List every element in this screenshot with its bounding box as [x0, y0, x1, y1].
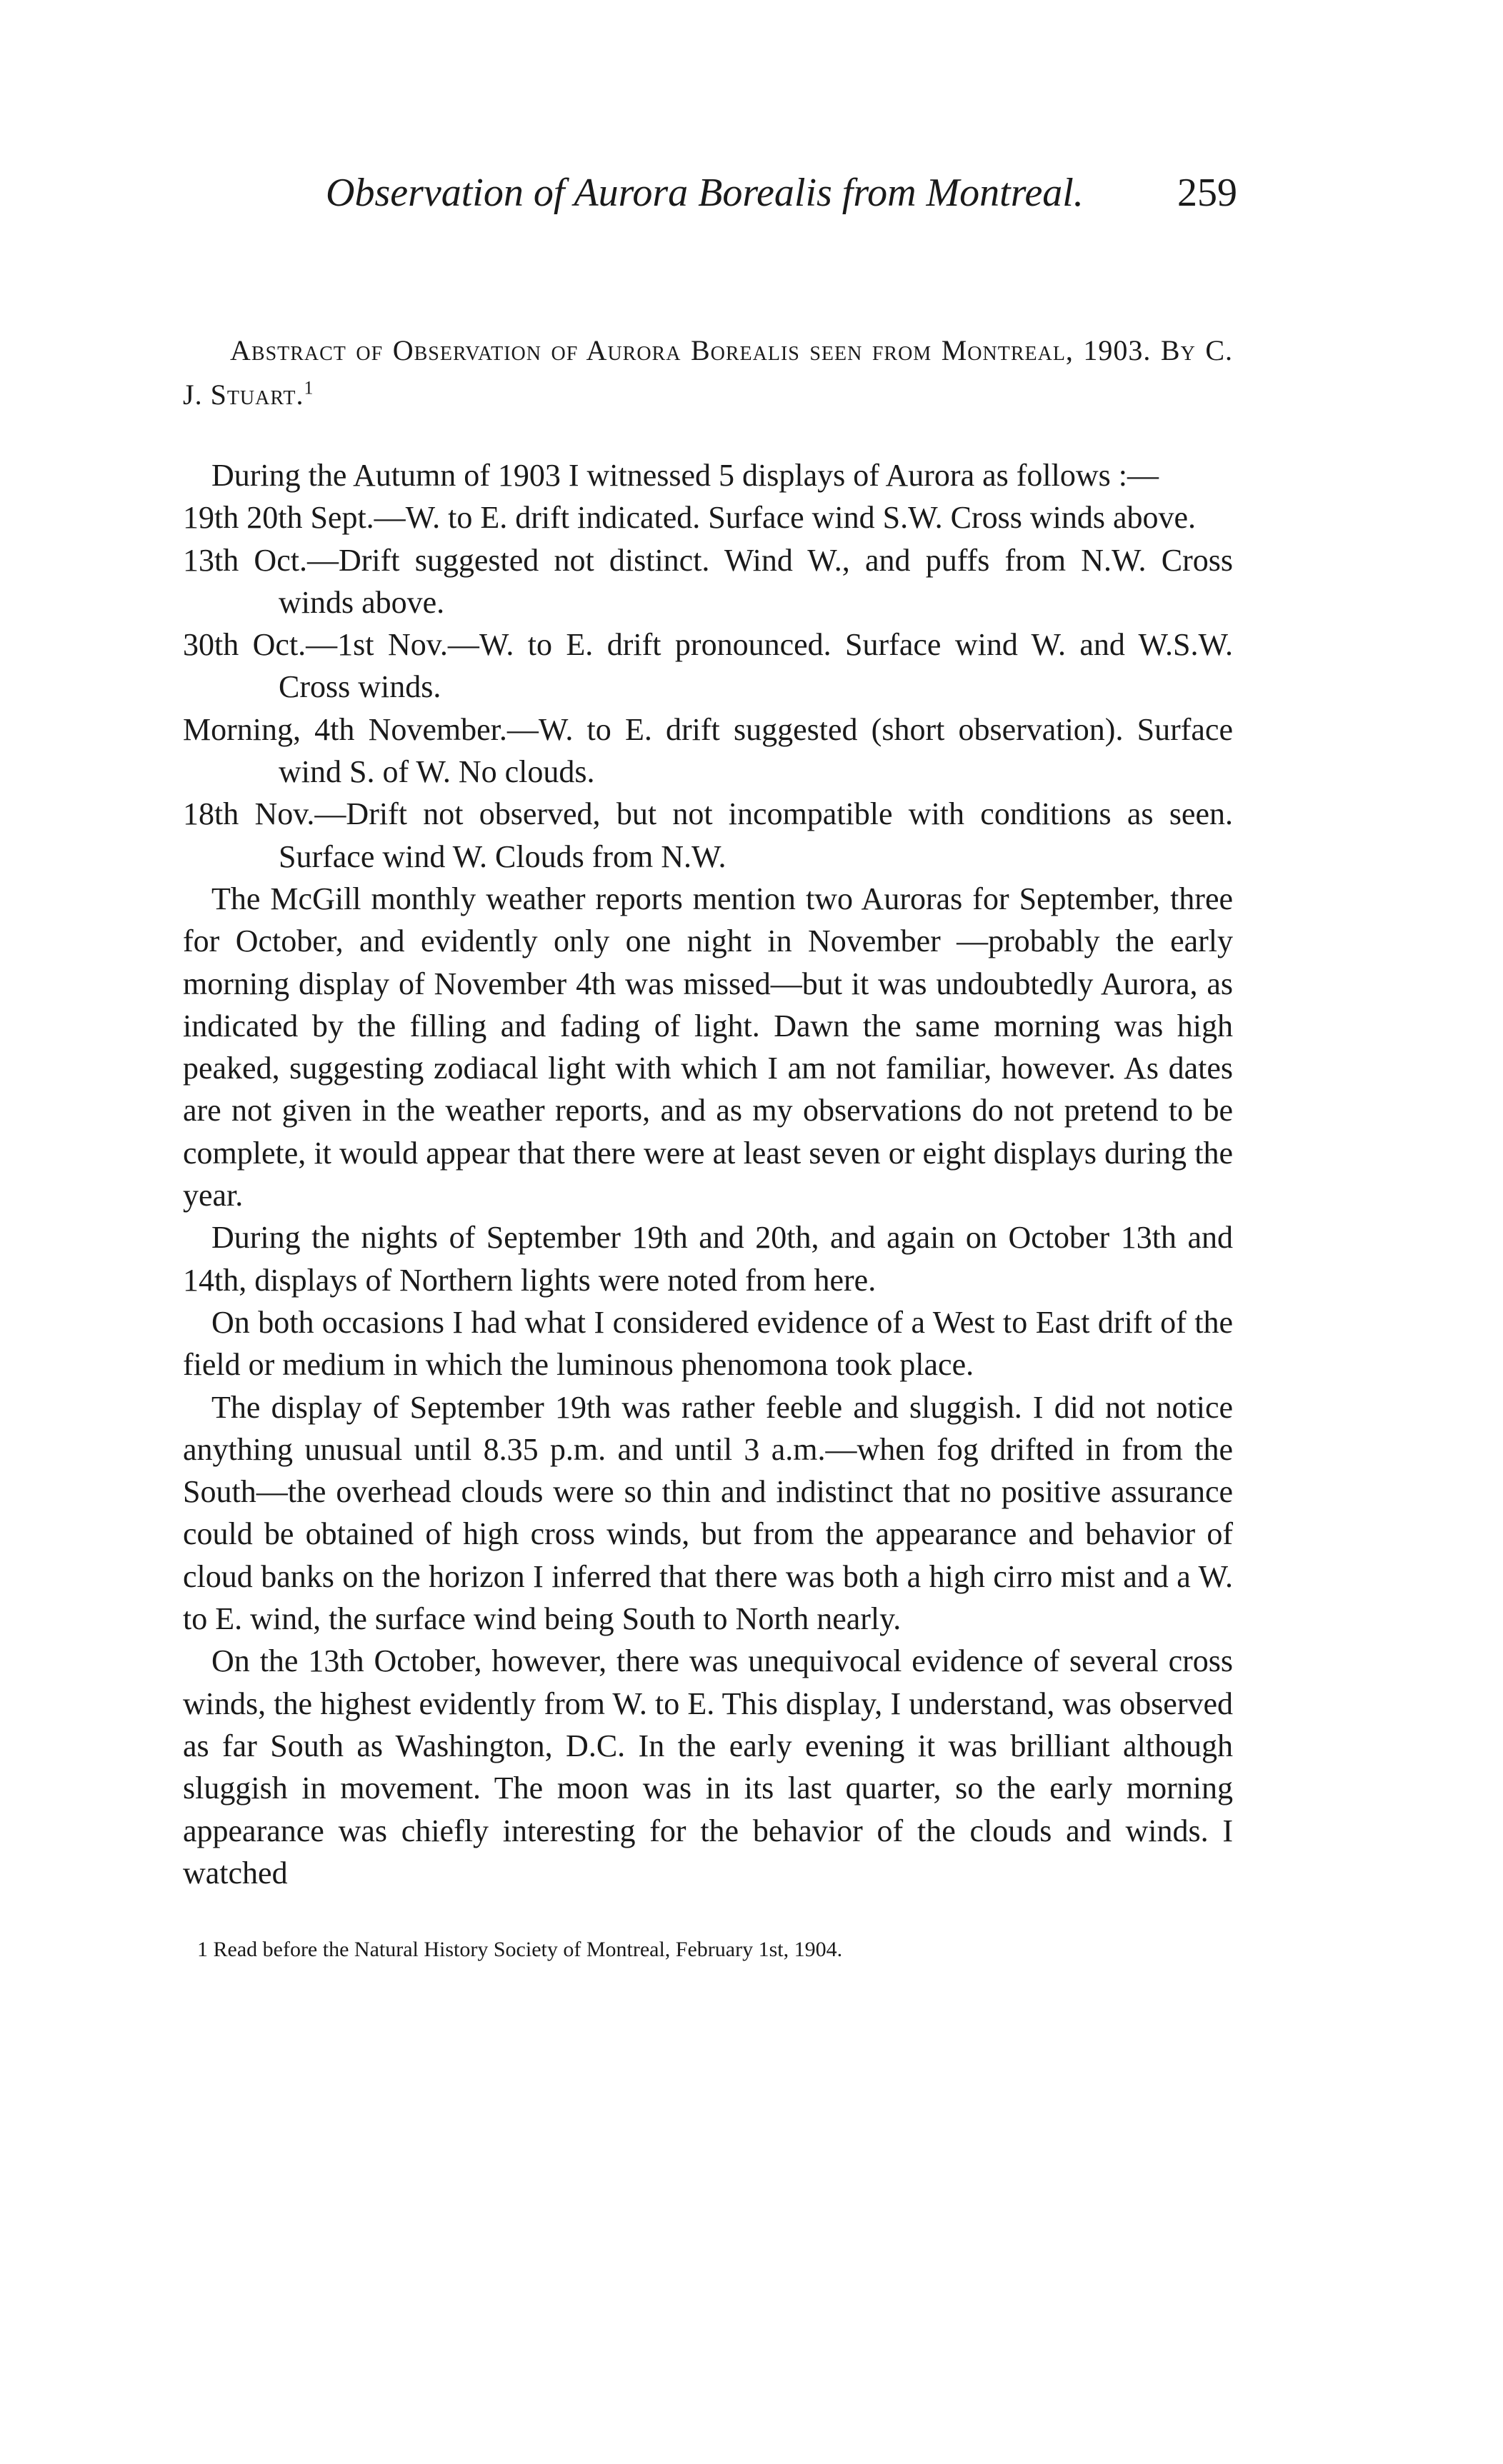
- body-paragraph: The McGill monthly weather reports mention two Auroras for September, three for October, and evidently only one night in November —probably the early morning display of November 4th was missed—but it was undoubtedly Aurora, as indicated by the filling and fading of light. Dawn the same morning was high peaked, suggesting zodiacal light with which I am not familiar, however. As dates are not given in the weather reports, and as my observations do not pretend to be complete, it would appear that there were at least seven or eight displays during the year.: [183, 881, 1233, 1213]
- observation-item: 30th Oct.—1st Nov.—W. to E. drift pronounced. Surface wind W. and W.S.W. Cross winds.: [183, 627, 1233, 705]
- observation-item: Morning, 4th November.—W. to E. drift suggested (short observation). Surface wind S. of W. No clouds.: [183, 711, 1233, 790]
- observation-item: 18th Nov.—Drift not observed, but not incompatible with conditions as seen. Surface wind W. Clouds from N.W.: [183, 796, 1233, 874]
- article-body: [183, 454, 1233, 1894]
- body-paragraph: On the 13th October, however, there was unequivocal evidence of several cross winds, the highest evidently from W. to E. This display, I understand, was observed as far South as Washington, D.C. In the early evening it was brilliant although sluggish in movement. The moon was in its last quarter, so the early morning appearance was chiefly interesting for the behavior of the clouds and winds. I watched: [183, 1643, 1233, 1890]
- observation-item: 19th 20th Sept.—W. to E. drift indicated. Surface wind S.W. Cross winds above.: [183, 500, 1197, 536]
- body-paragraph: On both occasions I had what I considered evidence of a West to East drift of the field or medium in which the luminous phenomona took place.: [183, 1304, 1233, 1383]
- article-title: [183, 329, 1233, 417]
- title-footnote-mark: 1: [304, 377, 314, 399]
- running-head: [183, 164, 1237, 221]
- footnote-mark: 1: [197, 1938, 208, 1962]
- page: [183, 164, 1237, 1964]
- footnote-text: Read before the Natural History Society of Montreal, February 1st, 1904.: [213, 1938, 843, 1962]
- footnote: [183, 1935, 1233, 1964]
- page-number: 259: [1177, 171, 1237, 215]
- intro-paragraph: During the Autumn of 1903 I witnessed 5 displays of Aurora as follows :—: [211, 458, 1159, 493]
- observation-list: [183, 496, 1233, 878]
- running-title: Observation of Aurora Borealis from Montreal.: [326, 171, 1084, 215]
- observation-item: 13th Oct.—Drift suggested not distinct. Wind W., and puffs from N.W. Cross winds above.: [183, 542, 1233, 620]
- article-title-text: Abstract of Observation of Aurora Borealis seen from Montreal, 1903. By C. J. Stuart.: [183, 334, 1233, 411]
- body-paragraph: The display of September 19th was rather feeble and sluggish. I did not notice anything unusual until 8.35 p.m. and until 3 a.m.—when fog drifted in from the South—the overhead clouds were so thin and indistinct that no positive assurance could be obtained of high cross winds, but from the appearance and behavior of cloud banks on the horizon I inferred that there was both a high cirro mist and a W. to E. wind, the surface wind being South to North nearly.: [183, 1389, 1233, 1637]
- body-paragraph: During the nights of September 19th and 20th, and again on October 13th and 14th, displays of Northern lights were noted from here.: [183, 1220, 1233, 1298]
